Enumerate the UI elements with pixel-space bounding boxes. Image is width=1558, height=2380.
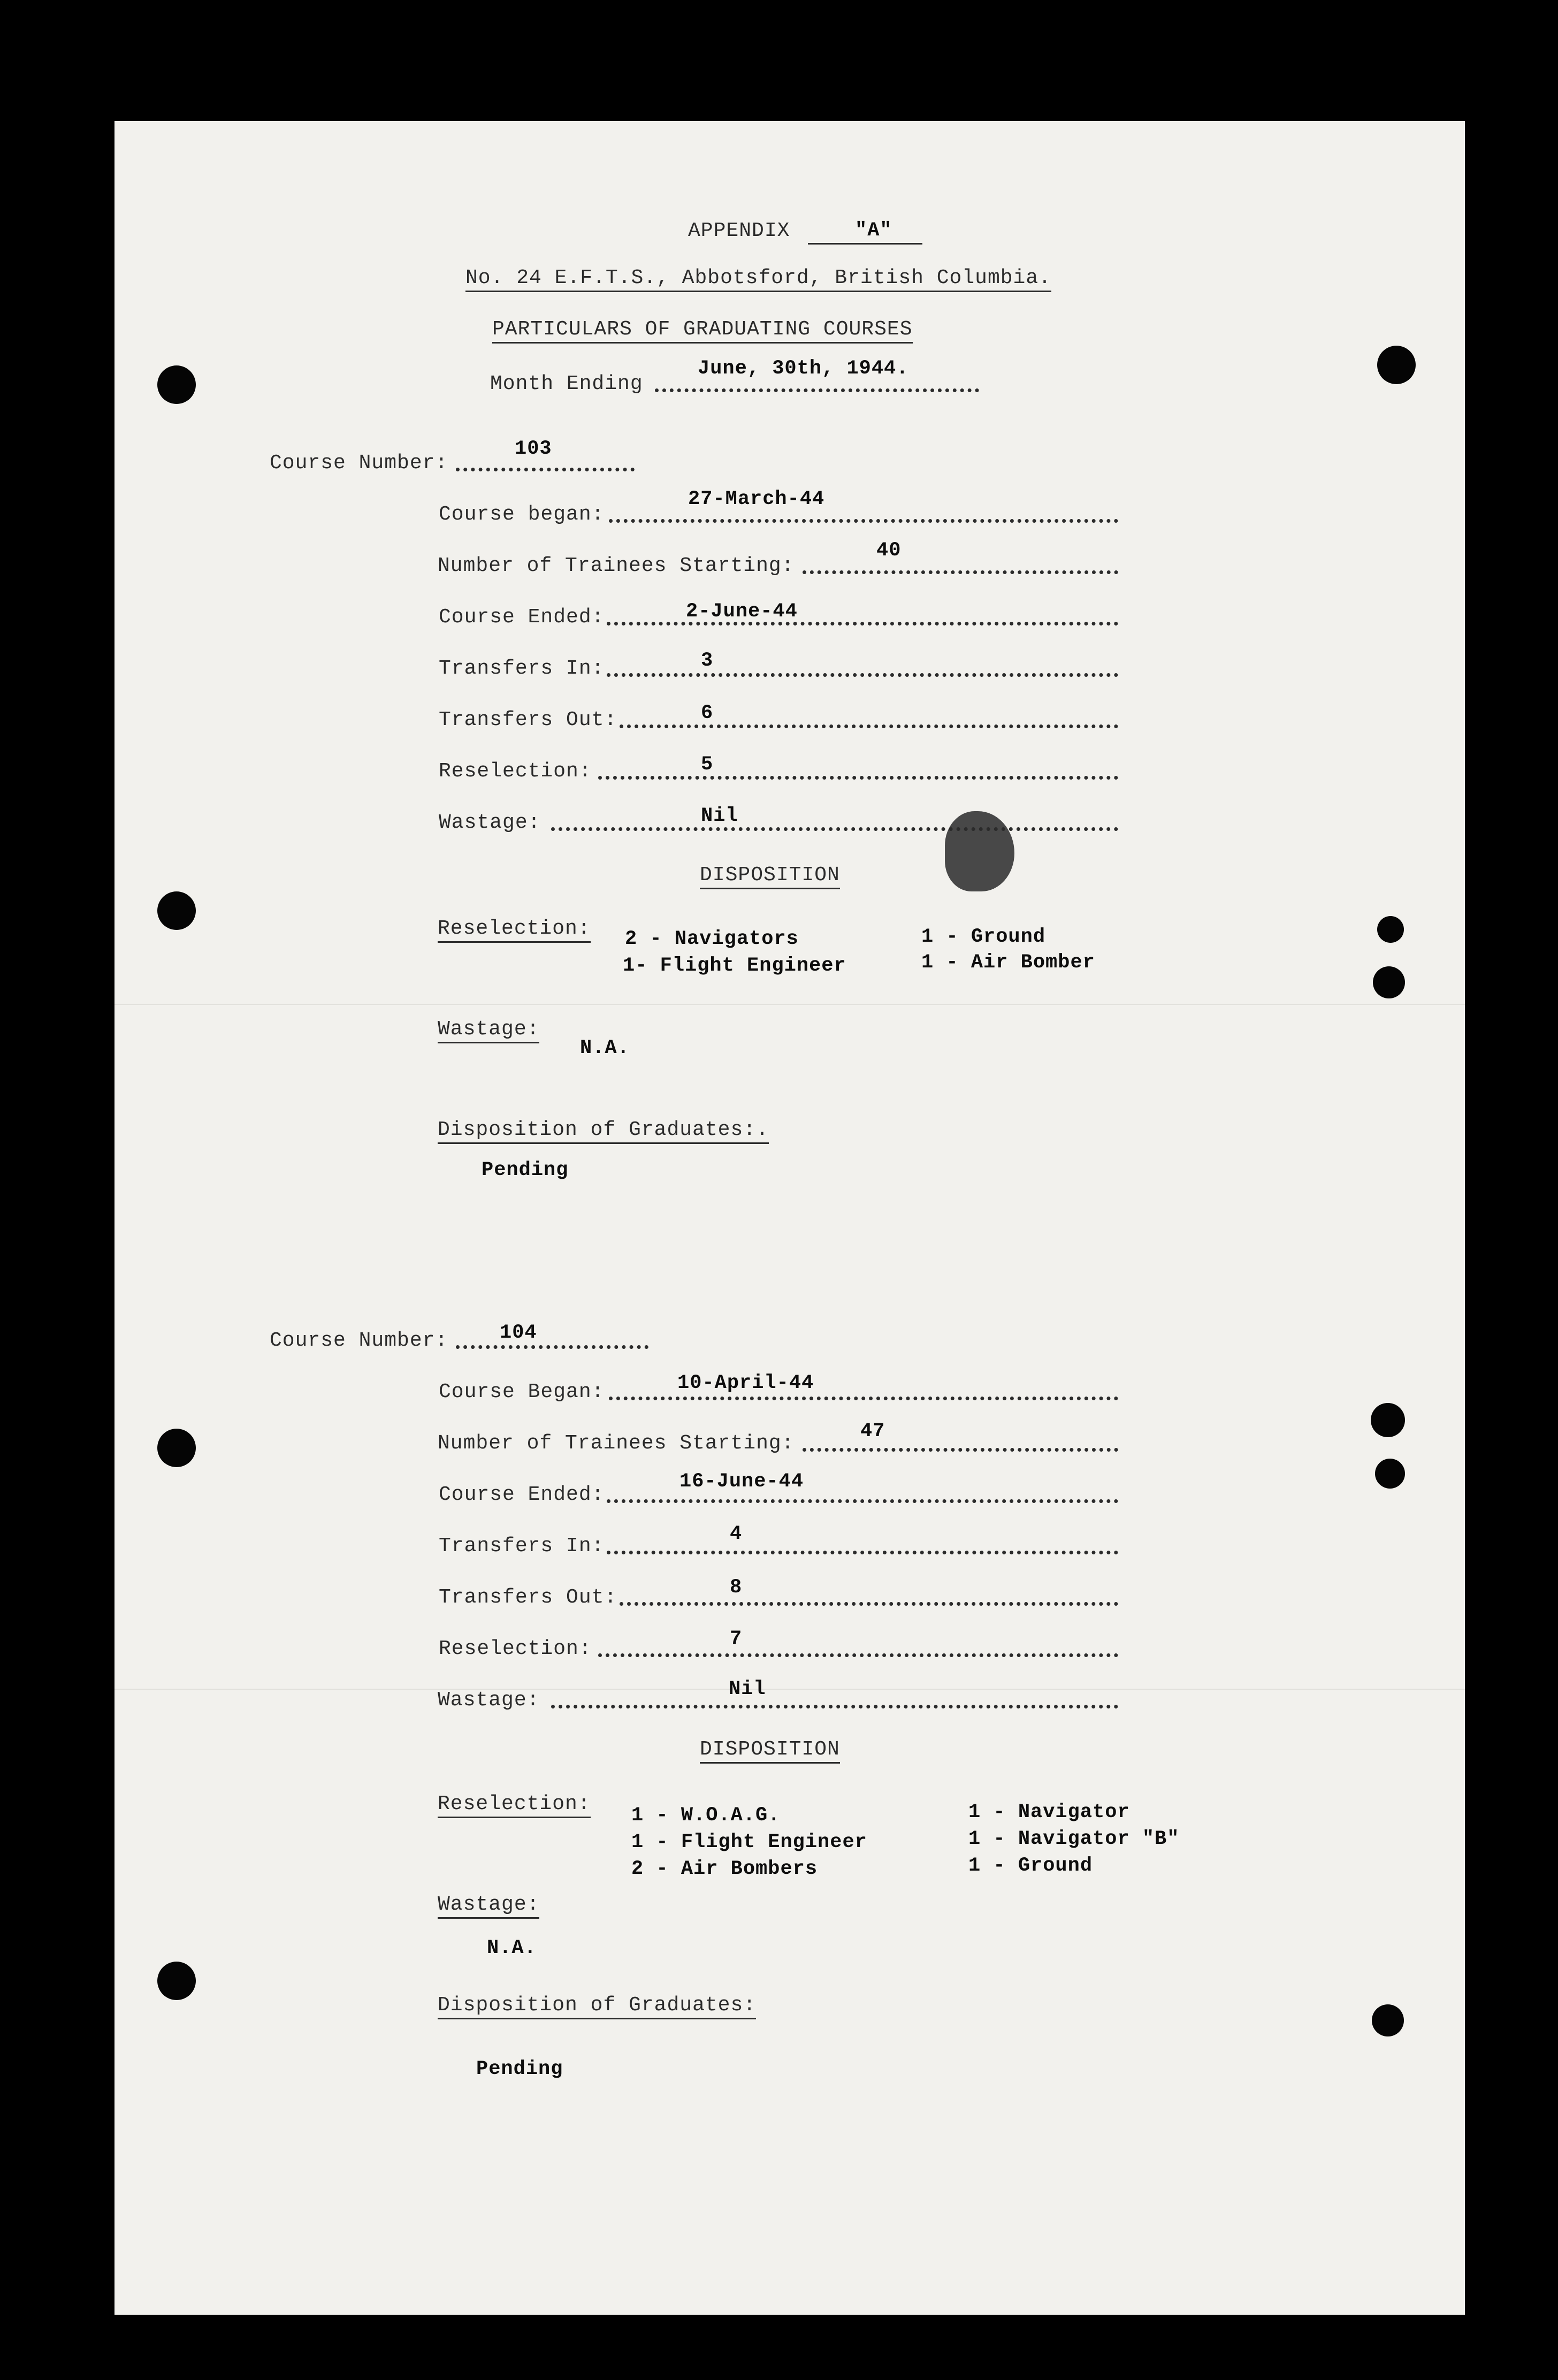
trainees-starting-label: Number of Trainees Starting: (438, 554, 795, 577)
punch-hole (157, 1429, 196, 1467)
wastage-value: Nil (701, 805, 738, 827)
field-dots (607, 1499, 1118, 1503)
course-ended-value: 16-June-44 (679, 1470, 804, 1493)
reselection-value: 7 (730, 1628, 743, 1650)
transfers-out-value: 8 (730, 1576, 743, 1599)
reselection-entry: 2 - Air Bombers (631, 1858, 818, 1880)
field-dots (607, 1551, 1118, 1554)
field-dots (598, 776, 1118, 780)
course-began-label: Course began: (439, 503, 605, 526)
course-began-label: Course Began: (439, 1380, 605, 1403)
wastage-disposition-value: N.A. (487, 1937, 537, 1959)
course-ended-value: 2-June-44 (686, 600, 798, 623)
ink-smudge (945, 811, 1014, 891)
month-ending-label: Month Ending (490, 372, 643, 395)
document-page (114, 121, 1465, 2315)
trainees-starting-value: 47 (860, 1420, 885, 1443)
course-ended-label: Course Ended: (439, 1483, 605, 1506)
transfers-out-value: 6 (701, 702, 714, 724)
transfers-in-label: Transfers In: (439, 1535, 605, 1558)
graduates-disposition-label: Disposition of Graduates:. (438, 1118, 769, 1144)
reselection-label: Reselection: (439, 760, 592, 783)
unit-heading: No. 24 E.F.T.S., Abbotsford, British Columbia. (465, 266, 1051, 292)
transfers-in-value: 3 (701, 650, 714, 672)
punch-hole (1373, 966, 1405, 998)
field-dots (803, 570, 1118, 574)
reselection-entry: 2 - Navigators (625, 928, 799, 950)
appendix-blank-line (808, 243, 922, 245)
document-title: PARTICULARS OF GRADUATING COURSES (492, 318, 913, 344)
reselection-entry: 1 - Navigator "B" (968, 1828, 1180, 1850)
course-began-value: 10-April-44 (677, 1372, 814, 1394)
course-number-dots (456, 1345, 648, 1349)
course-number-label: Course Number: (270, 452, 448, 475)
trainees-starting-label: Number of Trainees Starting: (438, 1432, 795, 1455)
reselection-entry: 1 - Ground (968, 1855, 1093, 1877)
field-dots (607, 622, 1118, 625)
field-dots (607, 673, 1118, 677)
reselection-disposition-label: Reselection: (438, 1792, 591, 1818)
course-began-value: 27-March-44 (688, 488, 825, 510)
punch-hole (1371, 1403, 1405, 1437)
punch-hole (1377, 916, 1404, 943)
field-dots (598, 1653, 1118, 1657)
transfers-out-label: Transfers Out: (439, 1586, 617, 1609)
reselection-entry: 1 - W.O.A.G. (631, 1804, 781, 1827)
graduates-disposition-value: Pending (476, 2058, 563, 2080)
reselection-entry: 1 - Navigator (968, 1801, 1130, 1824)
field-dots (620, 1602, 1118, 1606)
graduates-disposition-label: Disposition of Graduates: (438, 1994, 756, 2019)
field-dots (803, 1448, 1118, 1452)
punch-hole (157, 891, 196, 930)
reselection-value: 5 (701, 753, 714, 776)
wastage-label: Wastage: (438, 1689, 540, 1712)
transfers-in-value: 4 (730, 1523, 743, 1545)
wastage-value: Nil (729, 1678, 766, 1700)
field-dots (609, 1397, 1118, 1400)
course-number-value: 103 (515, 438, 552, 460)
punch-hole (1375, 1459, 1405, 1489)
field-dots (551, 827, 1118, 831)
month-ending-dots (655, 388, 979, 392)
appendix-value: "A" (855, 219, 892, 242)
wastage-disposition-label: Wastage: (438, 1018, 539, 1043)
wastage-disposition-value: N.A. (580, 1037, 630, 1059)
course-number-value: 104 (500, 1322, 537, 1344)
appendix-label: APPENDIX (688, 219, 790, 242)
fold-line (114, 1689, 1465, 1690)
field-dots (551, 1705, 1118, 1708)
field-dots (620, 724, 1118, 728)
punch-hole (1377, 346, 1416, 384)
fold-line (114, 1004, 1465, 1005)
reselection-entry: 1 - Ground (921, 926, 1046, 948)
reselection-label: Reselection: (439, 1637, 592, 1660)
reselection-entry: 1 - Flight Engineer (631, 1831, 867, 1853)
reselection-disposition-label: Reselection: (438, 917, 591, 943)
disposition-heading: DISPOSITION (700, 864, 840, 889)
punch-hole (157, 1962, 196, 2000)
punch-hole (1372, 2004, 1404, 2036)
course-number-label: Course Number: (270, 1329, 448, 1352)
punch-hole (157, 365, 196, 404)
disposition-heading: DISPOSITION (700, 1738, 840, 1764)
wastage-disposition-label: Wastage: (438, 1893, 539, 1919)
transfers-in-label: Transfers In: (439, 657, 605, 680)
wastage-label: Wastage: (439, 811, 541, 834)
trainees-starting-value: 40 (876, 539, 902, 562)
month-ending-value: June, 30th, 1944. (698, 357, 909, 380)
field-dots (609, 519, 1118, 523)
course-number-dots (456, 468, 635, 471)
reselection-entry: 1- Flight Engineer (623, 955, 846, 977)
graduates-disposition-value: Pending (482, 1159, 569, 1181)
reselection-entry: 1 - Air Bomber (921, 951, 1095, 974)
course-ended-label: Course Ended: (439, 606, 605, 629)
transfers-out-label: Transfers Out: (439, 708, 617, 731)
